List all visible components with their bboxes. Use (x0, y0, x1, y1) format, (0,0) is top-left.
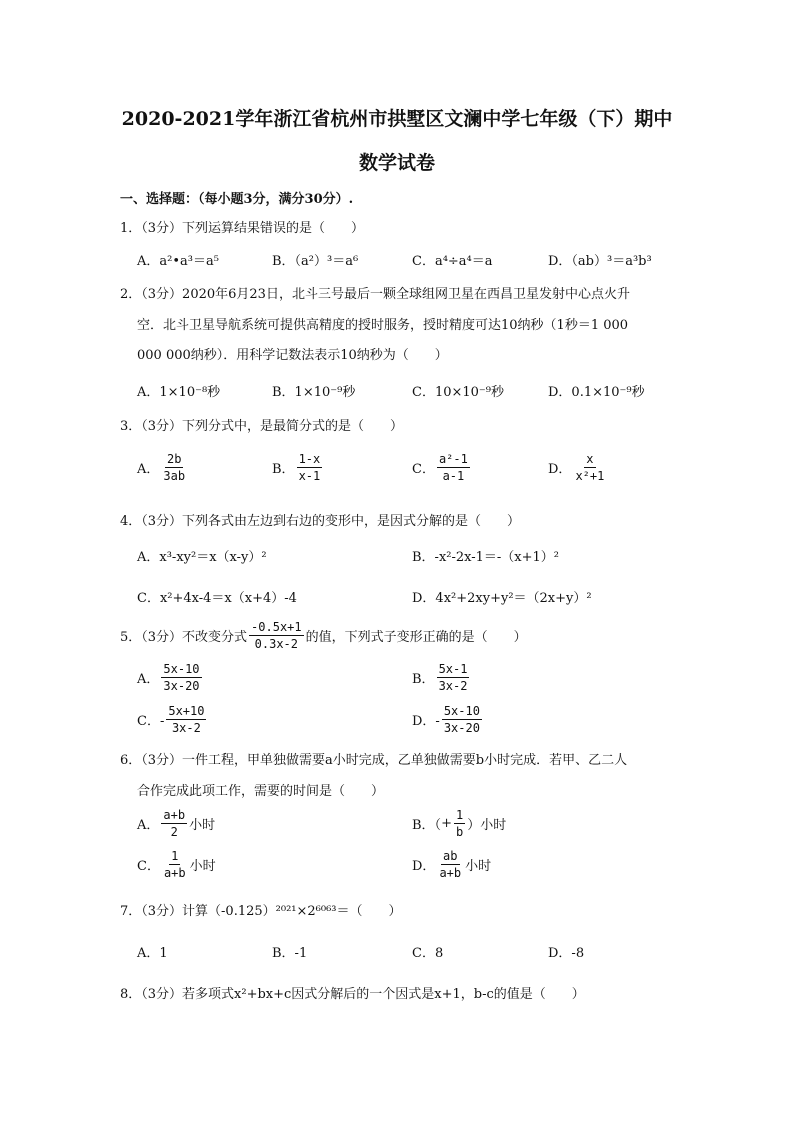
q6-c-fraction: $\frac{1}{a+b}$ (163, 849, 186, 880)
q6-option-b (412, 808, 506, 839)
q1-option-c: C．a⁴÷a⁴＝a (412, 254, 493, 269)
q5-option-b (412, 662, 471, 693)
q3-option-d (548, 452, 608, 483)
q3-d-fraction: $\frac{x}{\text{x²+1}}$ (575, 452, 605, 483)
q3-b-label: B． (272, 462, 295, 477)
q3-a-fraction: $\frac{2b}{3ab}$ (163, 452, 186, 483)
q6-d-label: D． (412, 859, 436, 874)
q2-option-c: C．10×10⁻⁹秒 (412, 385, 504, 400)
question-6-line1: 6．（3分）一件工程，甲单独做需要a小时完成，乙单独做需要b小时完成．若甲、乙二人 (120, 753, 628, 768)
q1-option-b: B．（a²）³＝a⁶ (272, 254, 359, 269)
q4-option-b: B．-x²-2x-1＝-（x+1）² (412, 550, 560, 565)
q6-b-suffix: ）小时 (467, 818, 507, 833)
q3-a-label: A． (137, 462, 160, 477)
q6-c-suffix: 小时 (189, 859, 216, 874)
q1-option-a: A．a²•a³＝a⁵ (137, 254, 219, 269)
question-8-stem: 8．（3分）若多项式x²+bx+c因式分解后的一个因式是x+1，b-c的值是（ ） (120, 987, 585, 1002)
q5-stem-post: 的值，下列式子变形正确的是（ ） (305, 630, 527, 645)
q5-option-a (137, 662, 204, 693)
q2-option-b: B．1×10⁻⁹秒 (272, 385, 356, 400)
q6-a-label: A． (137, 818, 160, 833)
q4-option-d: D．4x²+2xy+y²＝（2x+y）² (412, 591, 592, 606)
q6-b-mid: + (441, 816, 452, 831)
question-2-line2: 空．北斗卫星导航系统可提供高精度的授时服务，授时精度可达10纳秒（1秒＝1 000 (137, 318, 629, 333)
page-title-line2: 数学试卷 (358, 152, 435, 174)
question-2-line1: 2．（3分）2020年6月23日，北斗三号最后一颗全球组网卫星在西昌卫星发射中心点火升 (120, 287, 630, 302)
q6-b-fraction: $\frac{1}{b}$ (455, 808, 464, 839)
question-3-stem: 3．（3分）下列分式中，是最简分式的是（ ） (120, 419, 404, 434)
q5-c-label: C．- (137, 714, 165, 729)
q5-b-fraction: $\frac{5x-1}{3x-2}$ (438, 662, 468, 693)
q1-option-d: D．（ab）³＝a³b³ (548, 254, 652, 269)
q5-stem-pre: 5．（3分）不改变分式 (120, 630, 248, 645)
q2-option-d: D．0.1×10⁻⁹秒 (548, 385, 645, 400)
q6-d-fraction: $\frac{ab}{a+b}$ (439, 849, 462, 880)
question-5-stem (120, 620, 527, 651)
q6-c-label: C． (137, 859, 160, 874)
q3-option-a (137, 452, 189, 483)
q3-b-fraction: $\frac{1-x}{x-1}$ (298, 452, 321, 483)
q4-option-c: C．x²+4x-4＝x（x+4）-4 (137, 591, 297, 606)
q3-d-label: D． (548, 462, 572, 477)
q6-a-suffix: 小时 (189, 818, 216, 833)
q6-a-fraction: $\frac{a+b}{2}$ (163, 808, 186, 839)
q2-option-a: A．1×10⁻⁸秒 (137, 385, 221, 400)
q7-option-c: C．8 (412, 946, 444, 961)
question-1-stem: 1．（3分）下列运算结果错误的是（ ） (120, 221, 365, 236)
q5-a-label: A． (137, 672, 160, 687)
question-6-line2: 合作完成此项工作，需要的时间是（ ） (137, 784, 385, 799)
page-title-line1: 2020-2021学年浙江省杭州市拱墅区文澜中学七年级（下）期中 (121, 108, 673, 130)
q7-option-b: B．-1 (272, 946, 308, 961)
question-4-stem: 4．（3分）下列各式由左边到右边的变形中，是因式分解的是（ ） (120, 514, 521, 529)
q5-option-d (412, 704, 484, 735)
q5-d-fraction: $\frac{5x-10}{3x-20}$ (443, 704, 480, 735)
q7-option-a: A．1 (137, 946, 168, 961)
q6-option-a (137, 808, 215, 839)
q4-option-a: A．x³-xy²＝x（x-y）² (137, 550, 267, 565)
question-7-stem: 7．（3分）计算（-0.125）²⁰²¹×2⁶⁰⁶³＝（ ） (120, 904, 402, 919)
q5-d-label: D．- (412, 714, 440, 729)
q3-option-c (412, 452, 472, 483)
q5-a-fraction: $\frac{5x-10}{3x-20}$ (163, 662, 200, 693)
q7-option-d: D．-8 (548, 946, 585, 961)
q3-c-fraction: $\frac{\text{a²-1}}{a-1}$ (438, 452, 468, 483)
q5-stem-fraction: $\frac{-0.5x+1}{0.3x-2}$ (251, 620, 302, 651)
q6-option-d (412, 849, 491, 880)
q6-d-suffix: 小时 (465, 859, 492, 874)
q5-b-label: B． (412, 672, 435, 687)
q5-c-fraction: $\frac{5x+10}{3x-2}$ (168, 704, 205, 735)
question-2-line3: 000 000纳秒）．用科学记数法表示10纳秒为（ ） (137, 348, 448, 363)
q6-b-label: B．（ (412, 818, 442, 833)
q5-option-c (137, 704, 208, 735)
q3-c-label: C． (412, 462, 435, 477)
q3-option-b (272, 452, 324, 483)
q6-option-c (137, 849, 216, 880)
section-heading: 一、选择题：（每小题3分，满分30分）. (120, 192, 354, 207)
